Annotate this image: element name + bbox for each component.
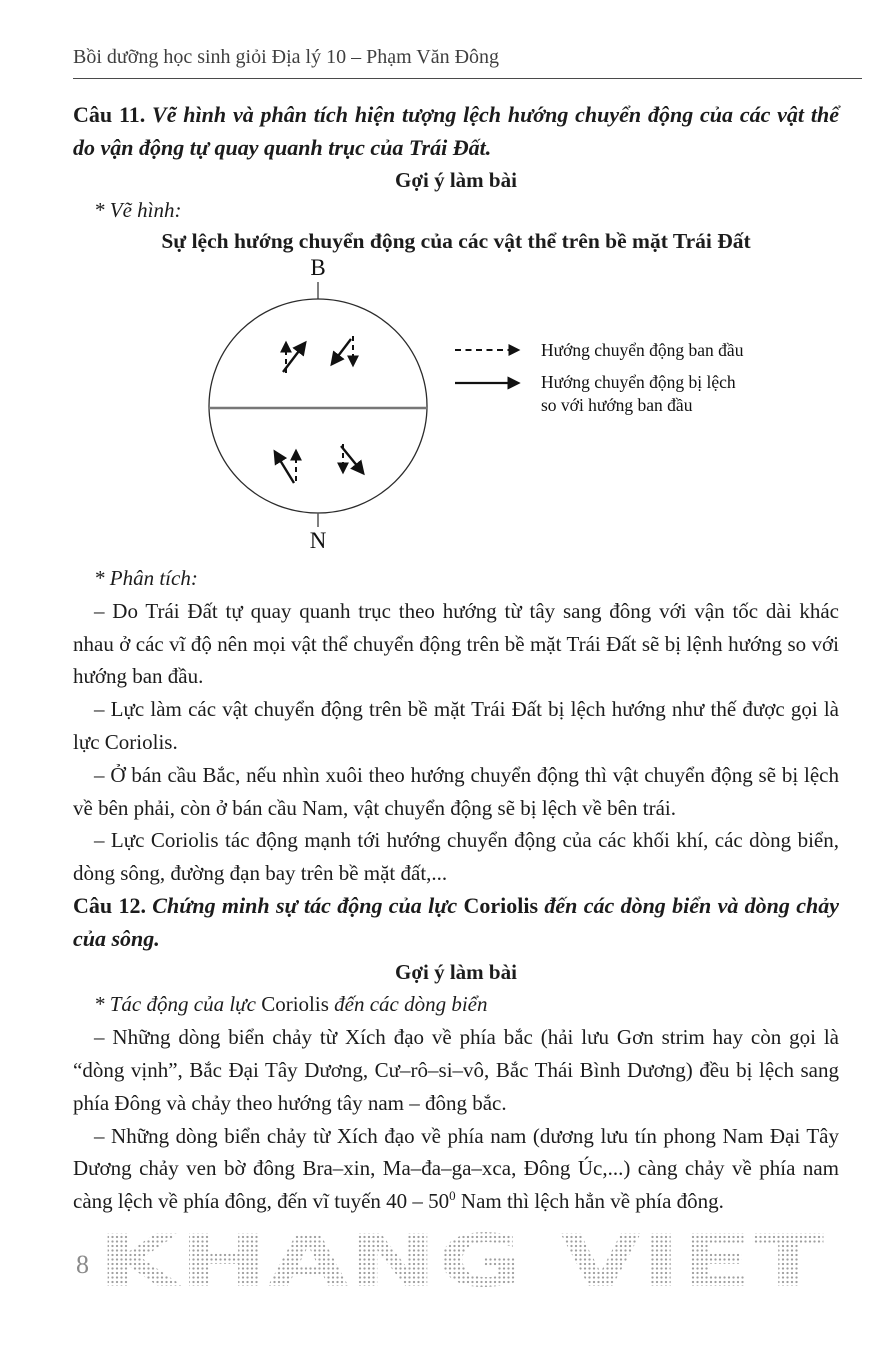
watermark-text: KHANG VIET <box>98 1226 824 1298</box>
hint2-section-heading <box>73 988 839 1021</box>
draw-figure-label: * Vẽ hình: <box>94 198 182 222</box>
nh-left-deflected-arrow-icon <box>283 343 305 372</box>
body-text <box>73 562 839 1218</box>
hint2-paragraph-2-post: Nam thì lệch hẳn về phía đông. <box>455 1189 724 1214</box>
hint2-section-b: đến các dòng biển <box>334 992 488 1017</box>
question-12-coriolis: Coriolis <box>463 892 545 918</box>
question-12 <box>73 890 839 956</box>
question-12-text-b: đến các dòng biển và dòng chảy của sông. <box>73 892 839 951</box>
analysis-paragraph-3: – Ở bán cầu Bắc, nếu nhìn xuôi theo hướng chuyển động thì vật chuyển động sẽ bị lệch về bên phải, còn ở bán cầu Nam, vật chuyển động sẽ bị lệch về bên trái. <box>73 762 839 820</box>
degree-superscript: 0 <box>449 1188 456 1204</box>
hint2-section-coriolis: Coriolis <box>261 992 335 1017</box>
hint1-title: Gợi ý làm bài <box>395 168 517 192</box>
legend-deflected-label-line2: so với hướng ban đầu <box>541 395 693 415</box>
sh-right-deflected-arrow-icon <box>341 446 363 473</box>
running-header <box>73 46 862 79</box>
north-pole-label: B <box>310 255 326 280</box>
analysis-paragraph-4: – Lực Coriolis tác động mạnh tới hướng chuyển động của các khối khí, các dòng biển, dòng sông, đường đạn bay trên bề mặt đất,... <box>73 828 839 886</box>
question-11-label: Câu 11. <box>73 102 153 127</box>
hint2-paragraph-1: – Những dòng biển chảy từ Xích đạo về phía bắc (hải lưu Gơn strim hay còn gọi là “dòng vịnh”, Bắc Đại Tây Dương, Cư–rô–si–vô, Bắc Thái Bình Dương) đều bị lệch sang phía Đông và chảy theo hướng tây nam – đông bắc. <box>73 1025 839 1115</box>
hint2-title: Gợi ý làm bài <box>395 959 517 984</box>
legend-initial-label: Hướng chuyển động ban đầu <box>541 340 744 360</box>
analysis-label: * Phân tích: <box>94 566 198 590</box>
publisher-watermark <box>88 1226 838 1298</box>
figure-title: Sự lệch hướng chuyển động của các vật thể trên bề mặt Trái Đất <box>161 229 751 253</box>
hint2-paragraph-2 <box>73 1120 839 1218</box>
south-pole-label: N <box>309 528 327 553</box>
question-12-label: Câu 12. <box>73 892 153 918</box>
page-number: 8 <box>76 1250 89 1279</box>
sh-left-deflected-arrow-icon <box>275 452 294 483</box>
analysis-paragraph-1: – Do Trái Đất tự quay quanh trục theo hướng từ tây sang đông với vận tốc dài khác nhau ở các vĩ độ nên mọi vật thể chuyển động trên bề mặt Trái Đất sẽ bị lệnh hướng so với hướng ban đầu. <box>73 598 839 689</box>
legend-deflected-label-line1: Hướng chuyển động bị lệch <box>541 372 736 392</box>
hint2-section-a: * Tác động của lực <box>94 992 262 1017</box>
running-header-text: Bồi dưỡng học sinh giỏi Địa lý 10 – Phạm Văn Đông <box>73 46 500 68</box>
question-11 <box>73 99 839 164</box>
coriolis-diagram <box>0 255 891 557</box>
question-12-text-a: Chứng minh sự tác động của lực <box>152 892 464 918</box>
analysis-paragraph-2: – Lực làm các vật chuyển động trên bề mặt Trái Đất bị lệch hướng như thế được gọi là lực Coriolis. <box>73 697 839 754</box>
nh-right-deflected-arrow-icon <box>332 339 351 364</box>
hint2-paragraph-2-pre: – Những dòng biển chảy từ Xích đạo về phía nam (dương lưu tín phong Nam Đại Tây Dương chảy ven bờ đông Bra–xin, Ma–đa–ga–xca, Đông Úc,...) càng chảy về phía nam càng lệch về phía đông, đến vĩ tuyến 40 – 50 <box>73 1123 839 1214</box>
earth-circle <box>209 299 427 513</box>
question-11-text: Vẽ hình và phân tích hiện tượng lệch hướng chuyển động của các vật thể do vận động tự quay quanh trục của Trái Đất. <box>73 102 839 160</box>
